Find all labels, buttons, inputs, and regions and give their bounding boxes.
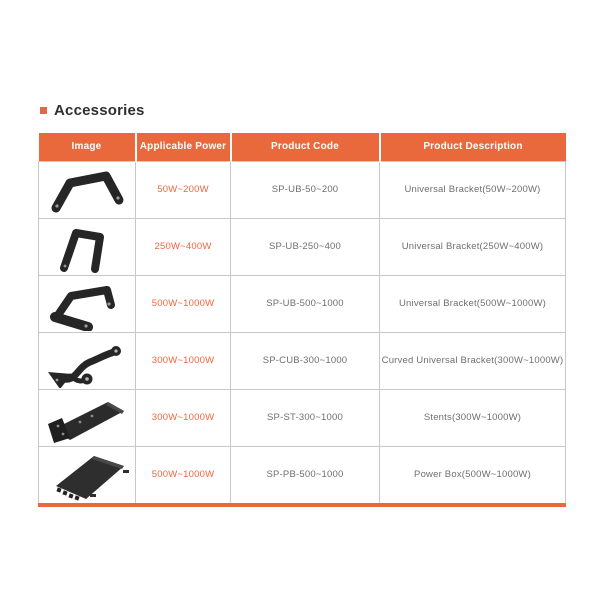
product-code-value: SP-CUB-300~1000 [231, 332, 380, 389]
product-code-value: SP-UB-50~200 [231, 161, 380, 218]
table-row [39, 275, 566, 332]
page-title: Accessories [54, 102, 145, 119]
product-description-value: Universal Bracket(250W~400W) [380, 218, 566, 275]
header-product-code: Product Code [231, 133, 380, 161]
product-image-cell [39, 332, 136, 389]
table-row [39, 446, 566, 505]
applicable-power-value: 300W~1000W [136, 389, 231, 446]
applicable-power-value: 500W~1000W [136, 446, 231, 505]
table-row [39, 161, 566, 218]
stents-image [40, 391, 135, 445]
table-header-row [39, 133, 566, 161]
section-title-row [40, 102, 565, 119]
product-code-value: SP-ST-300~1000 [231, 389, 380, 446]
applicable-power-value: 250W~400W [136, 218, 231, 275]
universal-bracket-medium-image [40, 220, 135, 274]
accessories-section [38, 102, 565, 507]
header-applicable-power: Applicable Power [136, 133, 231, 161]
power-box-image [40, 448, 135, 502]
product-description-value: Universal Bracket(500W~1000W) [380, 275, 566, 332]
product-code-value: SP-PB-500~1000 [231, 446, 380, 505]
table-row [39, 218, 566, 275]
accessories-table [38, 133, 566, 507]
applicable-power-value: 300W~1000W [136, 332, 231, 389]
table-row [39, 332, 566, 389]
universal-bracket-small-image [40, 163, 135, 217]
curved-universal-bracket-image [40, 334, 135, 388]
product-image-cell [39, 275, 136, 332]
product-description-value: Curved Universal Bracket(300W~1000W) [380, 332, 566, 389]
universal-bracket-large-image [40, 277, 135, 331]
product-image-cell [39, 446, 136, 505]
header-product-description: Product Description [380, 133, 566, 161]
product-description-value: Stents(300W~1000W) [380, 389, 566, 446]
product-image-cell [39, 218, 136, 275]
product-image-cell [39, 161, 136, 218]
applicable-power-value: 50W~200W [136, 161, 231, 218]
product-code-value: SP-UB-250~400 [231, 218, 380, 275]
product-image-cell [39, 389, 136, 446]
header-image: Image [39, 133, 136, 161]
title-bullet-icon [40, 107, 47, 114]
table-row [39, 389, 566, 446]
product-description-value: Power Box(500W~1000W) [380, 446, 566, 505]
applicable-power-value: 500W~1000W [136, 275, 231, 332]
product-description-value: Universal Bracket(50W~200W) [380, 161, 566, 218]
product-code-value: SP-UB-500~1000 [231, 275, 380, 332]
